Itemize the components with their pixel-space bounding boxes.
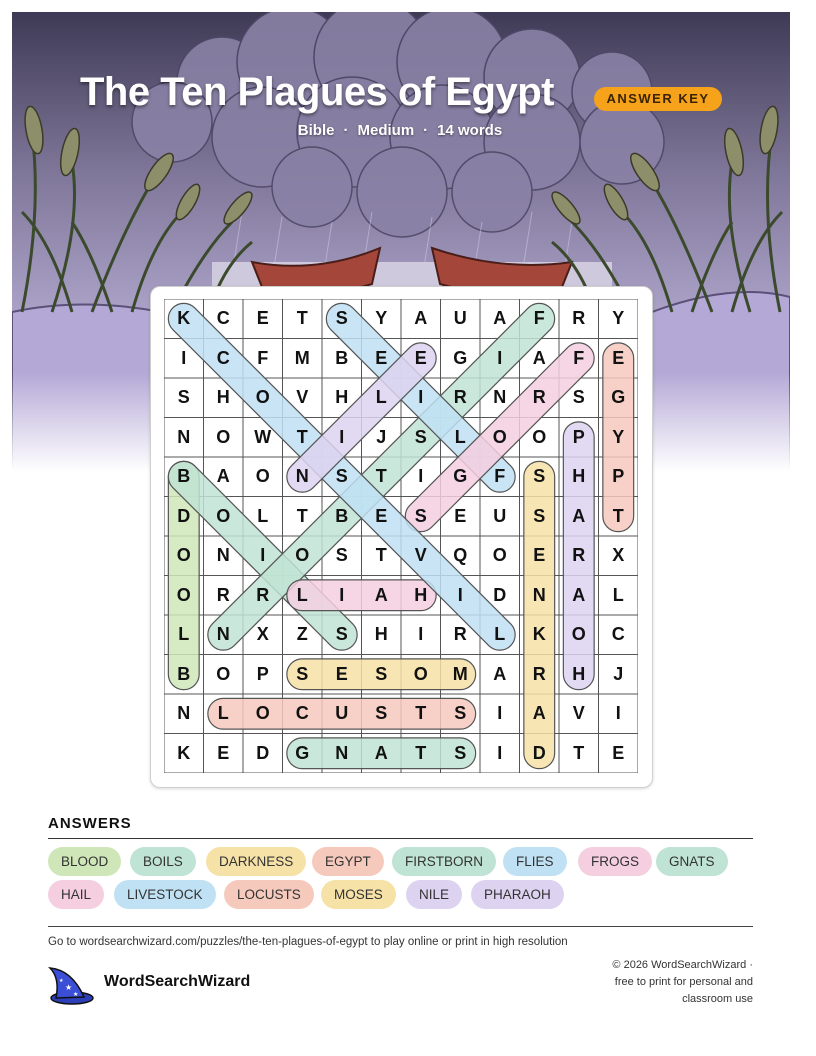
grid-cell: L — [494, 624, 506, 644]
page-title: The Ten Plagues of Egypt — [80, 70, 554, 114]
grid-cell: V — [572, 703, 585, 723]
grid-cell: R — [572, 308, 586, 328]
grid-cell: I — [457, 584, 463, 605]
grid-cell: S — [335, 624, 348, 644]
grid-cell: O — [413, 663, 428, 684]
grid-cell: U — [493, 505, 507, 526]
divider — [48, 838, 753, 839]
grid-cell: M — [452, 663, 468, 684]
grid-cell: F — [533, 308, 545, 328]
grid-cell: S — [177, 387, 190, 407]
grid-cell: T — [612, 505, 624, 526]
answer-pill-darkness: DARKNESS — [206, 847, 306, 876]
grid-cell: K — [532, 624, 546, 644]
grid-cell: X — [612, 545, 625, 565]
grid-cell: E — [217, 742, 230, 763]
grid-cell: J — [613, 663, 624, 684]
grid-cell: I — [260, 545, 266, 565]
svg-text:★: ★ — [59, 978, 64, 984]
grid-cell: S — [375, 663, 388, 684]
grid-cell: L — [375, 387, 387, 407]
grid-cell: I — [339, 584, 345, 605]
puzzle-meta — [200, 122, 600, 139]
grid-cell: N — [532, 584, 546, 605]
grid-cell: A — [493, 663, 507, 684]
grid-cell: O — [492, 545, 507, 565]
grid-cell: C — [216, 308, 230, 328]
grid-cell: A — [414, 308, 428, 328]
grid-cell: S — [533, 505, 546, 526]
answer-pill-hail: HAIL — [48, 880, 104, 909]
grid-cell: B — [335, 347, 349, 368]
grid-cell: O — [532, 426, 547, 447]
grid-cell: C — [611, 624, 625, 644]
grid-cell: G — [295, 742, 310, 763]
grid-cell: E — [256, 308, 269, 328]
grid-cell: I — [497, 347, 503, 368]
grid-cell: W — [254, 426, 272, 447]
grid-cell: L — [178, 624, 190, 644]
wizard-hat-icon — [46, 964, 94, 1006]
svg-text:★: ★ — [65, 983, 73, 992]
grid-cell: A — [532, 703, 546, 723]
grid-cell: L — [257, 505, 269, 526]
grid-cell: S — [335, 308, 348, 328]
grid-cell: T — [375, 466, 387, 486]
copyright-line: free to print for personal and — [614, 976, 753, 988]
grid-cell: I — [497, 703, 503, 723]
separator-dot: · — [343, 122, 349, 139]
grid-cell: D — [256, 742, 270, 763]
grid-cell: P — [572, 426, 585, 447]
grid-cell: O — [255, 387, 270, 407]
grid-cell: A — [374, 584, 388, 605]
grid-cell: I — [418, 624, 424, 644]
grid-cell: E — [454, 505, 467, 526]
answer-pill-frogs: FROGS — [578, 847, 652, 876]
divider — [48, 926, 753, 927]
grid-cell: A — [572, 505, 586, 526]
footer-url-text: Go to wordsearchwizard.com/puzzles/the-ten-plagues-of-egypt to play online or print in high resolution — [48, 936, 568, 948]
grid-cell: D — [532, 742, 546, 763]
grid-cell: S — [335, 545, 348, 565]
answer-pill-livestock: LIVESTOCK — [114, 880, 216, 909]
grid-cell: H — [335, 387, 349, 407]
grid-cell: R — [532, 387, 546, 407]
grid-cell: K — [177, 742, 191, 763]
grid-cell: S — [533, 466, 546, 486]
grid-cell: O — [492, 426, 507, 447]
answer-pill-flies: FLIES — [503, 847, 567, 876]
grid-cell: S — [375, 703, 388, 723]
grid-cell: C — [216, 347, 230, 368]
grid-cell: H — [216, 387, 230, 407]
grid-cell: H — [572, 663, 586, 684]
grid-cell: L — [217, 703, 229, 723]
grid-cell: G — [453, 466, 468, 486]
grid-cell: R — [453, 624, 467, 644]
grid-cell: T — [296, 505, 308, 526]
grid-cell: Q — [453, 545, 468, 565]
grid-cell: E — [533, 545, 546, 565]
word-count-label: 14 words — [437, 122, 503, 139]
grid-cell: H — [374, 624, 388, 644]
grid-cell: O — [295, 545, 310, 565]
category-label: Bible — [297, 122, 335, 139]
answer-pill-firstborn: FIRSTBORN — [392, 847, 496, 876]
answer-pill-pharaoh: PHARAOH — [471, 880, 564, 909]
copyright-line: © 2026 WordSearchWizard · — [612, 959, 753, 971]
grid-cell: U — [453, 308, 467, 328]
grid-cell: V — [414, 545, 427, 565]
grid-cell: O — [216, 426, 231, 447]
copyright-notice — [560, 957, 753, 1008]
grid-cell: I — [181, 347, 187, 368]
grid-cell: N — [216, 624, 230, 644]
grid-cell: B — [177, 663, 191, 684]
grid-cell: O — [255, 466, 270, 486]
grid-cell: F — [494, 466, 506, 486]
grid-cell: S — [454, 703, 467, 723]
grid-cell: O — [216, 505, 231, 526]
grid-cell: G — [611, 387, 626, 407]
grid-cell: I — [418, 466, 424, 486]
answer-key-badge: ANSWER KEY — [594, 87, 722, 111]
grid-cell: S — [414, 426, 427, 447]
grid-cell: D — [177, 505, 191, 526]
grid-cell: O — [216, 663, 231, 684]
grid-cell: Y — [375, 308, 388, 328]
grid-cell: E — [335, 663, 348, 684]
grid-cell: N — [295, 466, 309, 486]
grid-cell: N — [177, 703, 191, 723]
grid-cell: L — [612, 584, 624, 605]
grid-cell: R — [532, 663, 546, 684]
grid-cell: P — [612, 466, 625, 486]
grid-cell: I — [615, 703, 621, 723]
answer-pill-gnats: GNATS — [656, 847, 728, 876]
grid-cell: P — [256, 663, 269, 684]
grid-cell: A — [572, 584, 586, 605]
grid-cell: Y — [612, 426, 625, 447]
grid-cell: Y — [612, 308, 625, 328]
grid-cell: R — [216, 584, 230, 605]
grid-cell: E — [612, 742, 625, 763]
grid-cell: E — [414, 347, 427, 368]
grid-cell: F — [257, 347, 269, 368]
grid-cell: N — [177, 426, 191, 447]
grid-cell: E — [612, 347, 625, 368]
grid-cell: K — [177, 308, 191, 328]
svg-text:★: ★ — [73, 991, 79, 998]
grid-cell: Z — [296, 624, 308, 644]
grid-cell: D — [493, 584, 507, 605]
grid-cell: S — [572, 387, 585, 407]
grid-cell: S — [335, 466, 348, 486]
grid-cell: N — [216, 545, 230, 565]
grid-cell: S — [296, 663, 309, 684]
answer-pill-nile: NILE — [406, 880, 462, 909]
grid-cell: R — [453, 387, 467, 407]
grid-cell: F — [573, 347, 585, 368]
grid-cell: U — [335, 703, 349, 723]
grid-cell: L — [454, 426, 466, 447]
brand-name: WordSearchWizard — [104, 973, 251, 990]
answer-pill-moses: MOSES — [321, 880, 396, 909]
answers-heading: ANSWERS — [48, 815, 132, 832]
grid-cell: N — [335, 742, 349, 763]
grid-cell: I — [339, 426, 345, 447]
grid-cell: O — [255, 703, 270, 723]
grid-cell: E — [375, 505, 388, 526]
grid-cell: O — [176, 545, 191, 565]
grid-cell: H — [414, 584, 428, 605]
grid-cell: A — [374, 742, 388, 763]
copyright-line: classroom use — [682, 993, 753, 1005]
grid-cell: I — [418, 387, 424, 407]
answer-pill-boils: BOILS — [130, 847, 196, 876]
grid-cell: C — [295, 703, 309, 723]
grid-cell: B — [177, 466, 191, 486]
grid-cell: J — [376, 426, 387, 447]
grid-cell: S — [414, 505, 427, 526]
answer-pill-egypt: EGYPT — [312, 847, 384, 876]
grid-cell: A — [532, 347, 546, 368]
grid-cell: T — [415, 703, 427, 723]
grid-cell: H — [572, 466, 586, 486]
grid-cell: T — [375, 545, 387, 565]
grid-cell: A — [216, 466, 230, 486]
grid-cell: O — [571, 624, 586, 644]
grid-cell: E — [375, 347, 388, 368]
grid-cell: N — [493, 387, 507, 407]
separator-dot: · — [423, 122, 429, 139]
grid-cell: L — [296, 584, 308, 605]
word-search-grid — [164, 299, 638, 773]
grid-cell: V — [296, 387, 309, 407]
grid-cell: T — [573, 742, 585, 763]
grid-cell: T — [415, 742, 427, 763]
difficulty-label: Medium — [357, 122, 415, 139]
grid-cell: G — [453, 347, 468, 368]
grid-cell: O — [176, 584, 191, 605]
grid-cell: B — [335, 505, 349, 526]
grid-cell: I — [497, 742, 503, 763]
grid-cell: X — [256, 624, 269, 644]
answer-pill-blood: BLOOD — [48, 847, 121, 876]
grid-cell: R — [256, 584, 270, 605]
answer-pill-locusts: LOCUSTS — [224, 880, 314, 909]
grid-cell: T — [296, 308, 308, 328]
grid-cell: S — [454, 742, 467, 763]
grid-cell: T — [296, 426, 308, 447]
grid-cell: A — [493, 308, 507, 328]
grid-cell: M — [294, 347, 310, 368]
grid-cell: R — [572, 545, 586, 565]
